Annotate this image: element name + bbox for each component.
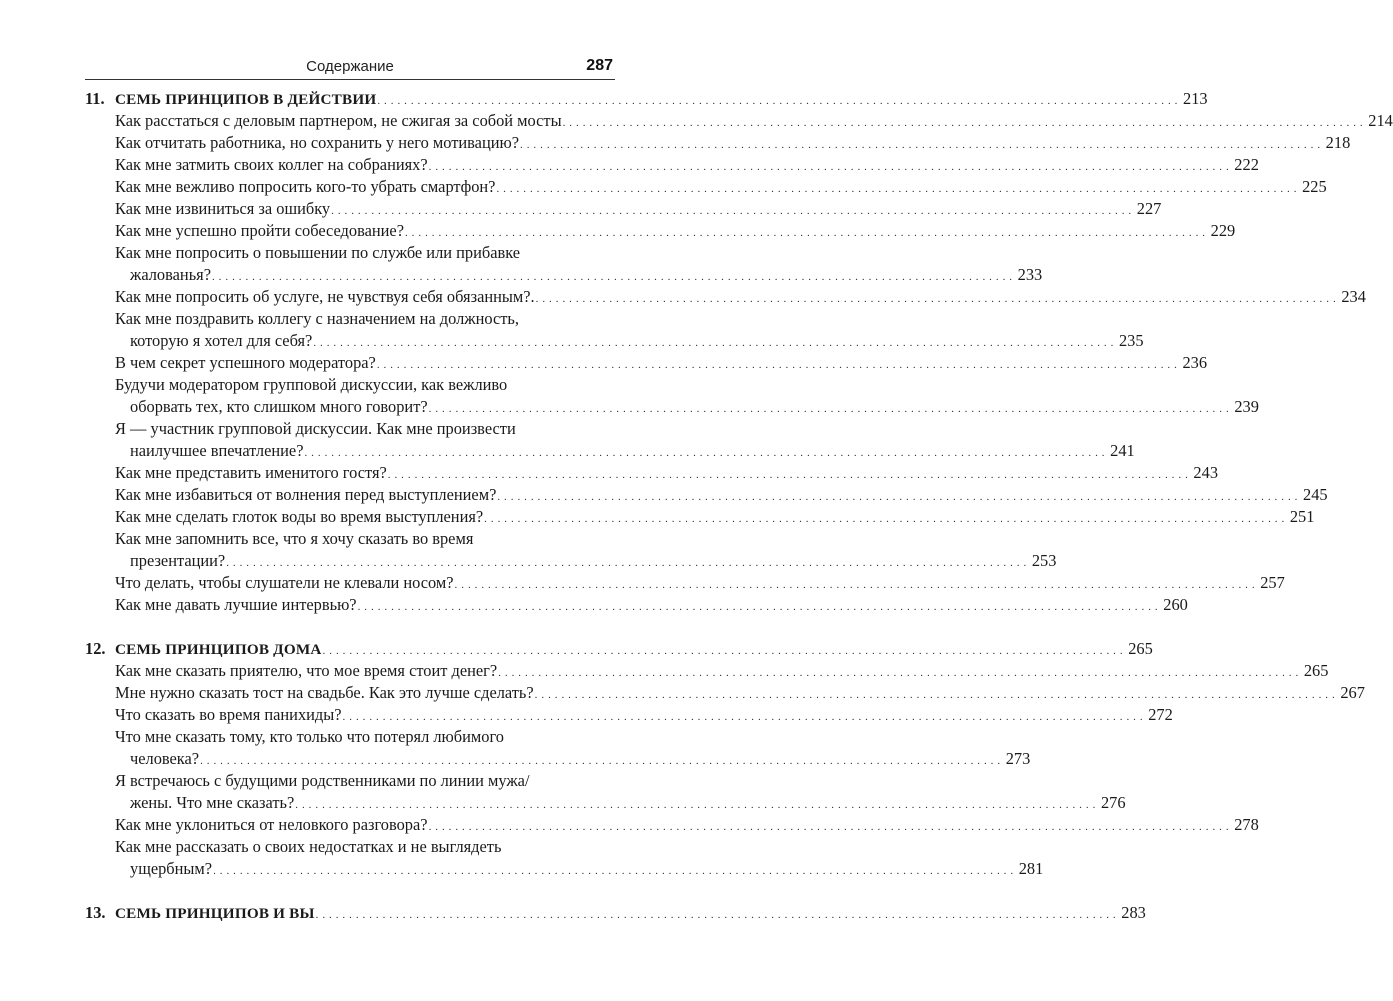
- toc-entry-line: [85, 286, 1366, 308]
- toc-entry-line: [85, 748, 1031, 770]
- toc-entry-line: [85, 660, 1329, 682]
- dot-leader: . . . . . . . . . . . . . . . . . . . . . . . . . . . . . . . . . . . . . . . . . . . . . . . . . . . . . . . . . . . . . . . . . . . . . . . . . . . . . . . . . . . . . . . . . . . . . . . . . . . . . . . . . . . . . . . . . . . . . . . .: [498, 667, 1299, 679]
- page-number: 287: [586, 57, 613, 74]
- header-rule: [85, 79, 615, 80]
- toc-entry-line: [85, 484, 1328, 506]
- running-header-title: Содержание: [306, 58, 394, 75]
- entry-page: 229: [1210, 221, 1236, 240]
- toc-entry-line: [85, 572, 1285, 594]
- entry-text: Мне нужно сказать тост на свадьбе. Как это лучше сделать?: [115, 683, 534, 702]
- entry-text: человека?: [130, 749, 200, 768]
- entry-page: 272: [1148, 705, 1173, 724]
- entry-text: Как мне сделать глоток воды во время выступления?: [115, 507, 484, 526]
- entry-page: 222: [1234, 155, 1259, 174]
- chapter-heading: [85, 88, 1208, 110]
- toc-entry-line: [85, 792, 1126, 814]
- toc-entry-line: [85, 396, 1259, 418]
- entry-page: 281: [1018, 859, 1044, 878]
- dot-leader: . . . . . . . . . . . . . . . . . . . . . . . . . . . . . . . . . . . . . . . . . . . . . . . . . . . . . . . . . . . . . . . . . . . . . . . . . . . . . . . . . . . . . . . . . . . . . . . . . . . . . . . . . . . . . . . . . . . . . . . .: [428, 403, 1230, 415]
- entry-page: 236: [1182, 353, 1208, 372]
- toc-entry-line: [85, 462, 1219, 484]
- entry-page: 267: [1340, 683, 1365, 702]
- dot-leader: . . . . . . . . . . . . . . . . . . . . . . . . . . . . . . . . . . . . . . . . . . . . . . . . . . . . . . . . . . . . . . . . . . . . . . . . . . . . . . . . . . . . . . . . . . . . . . . . . . . . . . . . . . . . . . . . . . . . . . . .: [428, 161, 1230, 173]
- entry-text: В чем секрет успешного модератора?: [115, 353, 376, 372]
- toc-entry-line: [85, 550, 1057, 572]
- entry-text: Как мне затмить своих коллег на собраниях?: [115, 155, 428, 174]
- dot-leader: . . . . . . . . . . . . . . . . . . . . . . . . . . . . . . . . . . . . . . . . . . . . . . . . . . . . . . . . . . . . . . . . . . . . . . . . . . . . . . . . . . . . . . . . . . . . . . . . . . . . . . . . . . . . . . . . . . . . . . . .: [496, 183, 1298, 195]
- toc-chapter: [85, 88, 1393, 616]
- dot-leader: . . . . . . . . . . . . . . . . . . . . . . . . . . . . . . . . . . . . . . . . . . . . . . . . . . . . . . . . . . . . . . . . . . . . . . . . . . . . . . . . . . . . . . . . . . . . . . . . . . . . . . . . . . . . . . . . . . . . . . . .: [213, 865, 1014, 877]
- toc-entry-line: [85, 110, 1393, 132]
- toc-entry-line: [85, 440, 1135, 462]
- toc-entry-line: [85, 858, 1044, 880]
- table-of-contents: [85, 88, 1393, 946]
- toc-entry-line: [85, 220, 1236, 242]
- dot-leader: . . . . . . . . . . . . . . . . . . . . . . . . . . . . . . . . . . . . . . . . . . . . . . . . . . . . . . . . . . . . . . . . . . . . . . . . . . . . . . . . . . . . . . . . . . . . . . . . . . . . . . . . . . . . . . . . . . . . . . . .: [428, 821, 1230, 833]
- toc-entry-line: [85, 374, 615, 396]
- entry-text: Как мне представить именитого гостя?: [115, 463, 387, 482]
- dot-leader: . . . . . . . . . . . . . . . . . . . . . . . . . . . . . . . . . . . . . . . . . . . . . . . . . . . . . . . . . . . . . . . . . . . . . . . . . . . . . . . . . . . . . . . . . . . . . . . . . . . . . . . . . . . . . . . . . . . . . . . .: [200, 755, 1001, 767]
- toc-entry-line: [85, 308, 615, 330]
- entry-page: 253: [1031, 551, 1057, 570]
- toc-entry-line: [85, 594, 1188, 616]
- toc-entry-line: [85, 528, 615, 550]
- entry-text: Как мне рассказать о своих недостатках и не выглядеть: [115, 837, 502, 856]
- entry-page: 233: [1017, 265, 1043, 284]
- entry-text: Что мне сказать тому, кто только что потерял любимого: [115, 727, 504, 746]
- chapter-heading: [85, 638, 1153, 660]
- toc-entry-line: [85, 352, 1208, 374]
- toc-entry-line: [85, 506, 1315, 528]
- dot-leader: . . . . . . . . . . . . . . . . . . . . . . . . . . . . . . . . . . . . . . . . . . . . . . . . . . . . . . . . . . . . . . . . . . . . . . . . . . . . . . . . . . . . . . . . . . . . . . . . . . . . . . . . . . . . . . . . . . . . . . . .: [315, 909, 1117, 921]
- entry-text: Как мне давать лучшие интервью?: [115, 595, 357, 614]
- entry-text: Что делать, чтобы слушатели не клевали носом?: [115, 573, 454, 592]
- chapter-title: СЕМЬ ПРИНЦИПОВ И ВЫ: [115, 905, 315, 922]
- chapter-page: 265: [1128, 639, 1153, 658]
- chapter-page: 283: [1121, 903, 1146, 922]
- entry-text: Я — участник групповой дискуссии. Как мне произвести: [115, 419, 516, 438]
- chapter-title: СЕМЬ ПРИНЦИПОВ В ДЕЙСТВИИ: [115, 91, 377, 108]
- dot-leader: . . . . . . . . . . . . . . . . . . . . . . . . . . . . . . . . . . . . . . . . . . . . . . . . . . . . . . . . . . . . . . . . . . . . . . . . . . . . . . . . . . . . . . . . . . . . . . . . . . . . . . . . . . . . . . . . . . . . . . . .: [404, 227, 1206, 239]
- dot-leader: . . . . . . . . . . . . . . . . . . . . . . . . . . . . . . . . . . . . . . . . . . . . . . . . . . . . . . . . . . . . . . . . . . . . . . . . . . . . . . . . . . . . . . . . . . . . . . . . . . . . . . . . . . . . . . . . . . . . . . . .: [497, 491, 1298, 503]
- entry-page: 273: [1005, 749, 1031, 768]
- toc-entry-line: [85, 418, 615, 440]
- dot-leader: . . . . . . . . . . . . . . . . . . . . . . . . . . . . . . . . . . . . . . . . . . . . . . . . . . . . . . . . . . . . . . . . . . . . . . . . . . . . . . . . . . . . . . . . . . . . . . . . . . . . . . . . . . . . . . . . . . . . . . . .: [484, 513, 1285, 525]
- dot-leader: . . . . . . . . . . . . . . . . . . . . . . . . . . . . . . . . . . . . . . . . . . . . . . . . . . . . . . . . . . . . . . . . . . . . . . . . . . . . . . . . . . . . . . . . . . . . . . . . . . . . . . . . . . . . . . . . . . . . . . . .: [535, 293, 1337, 305]
- chapter-number: 12.: [85, 639, 106, 658]
- entry-page: 251: [1289, 507, 1315, 526]
- toc-entry-line: [85, 814, 1259, 836]
- toc-entry-line: [85, 132, 1351, 154]
- entry-text: Я встречаюсь с будущими родственниками по линии мужа/: [115, 771, 530, 790]
- toc-entry-line: [85, 770, 615, 792]
- toc-entry-line: [85, 154, 1259, 176]
- toc-entry-line: [85, 198, 1162, 220]
- entry-text: Как мне попросить об услуге, не чувствуя себя обязанным?.: [115, 287, 535, 306]
- dot-leader: . . . . . . . . . . . . . . . . . . . . . . . . . . . . . . . . . . . . . . . . . . . . . . . . . . . . . . . . . . . . . . . . . . . . . . . . . . . . . . . . . . . . . . . . . . . . . . . . . . . . . . . . . . . . . . . . . . . . . . . .: [357, 601, 1159, 613]
- entry-text: оборвать тех, кто слишком много говорит?: [130, 397, 428, 416]
- entry-page: 278: [1234, 815, 1259, 834]
- chapter-number: 13.: [85, 903, 106, 922]
- chapter-title: СЕМЬ ПРИНЦИПОВ ДОМА: [115, 641, 322, 658]
- toc-chapter: [85, 638, 1365, 880]
- dot-leader: . . . . . . . . . . . . . . . . . . . . . . . . . . . . . . . . . . . . . . . . . . . . . . . . . . . . . . . . . . . . . . . . . . . . . . . . . . . . . . . . . . . . . . . . . . . . . . . . . . . . . . . . . . . . . . . . . . . . . . . .: [331, 205, 1132, 217]
- entry-text: Как мне вежливо попросить кого-то убрать смартфон?: [115, 177, 496, 196]
- toc-entry-line: [85, 264, 1043, 286]
- toc-entry-line: [85, 836, 615, 858]
- entry-page: 218: [1325, 133, 1351, 152]
- entry-text: Как мне избавиться от волнения перед выступлением?: [115, 485, 497, 504]
- entry-page: 227: [1136, 199, 1162, 218]
- entry-text: жалованья?: [130, 265, 211, 284]
- entry-text: Как мне запомнить все, что я хочу сказать во время: [115, 529, 474, 548]
- entry-page: 225: [1302, 177, 1327, 196]
- dot-leader: . . . . . . . . . . . . . . . . . . . . . . . . . . . . . . . . . . . . . . . . . . . . . . . . . . . . . . . . . . . . . . . . . . . . . . . . . . . . . . . . . . . . . . . . . . . . . . . . . . . . . . . . . . . . . . . . . . . . . . . .: [377, 95, 1178, 107]
- dot-leader: . . . . . . . . . . . . . . . . . . . . . . . . . . . . . . . . . . . . . . . . . . . . . . . . . . . . . . . . . . . . . . . . . . . . . . . . . . . . . . . . . . . . . . . . . . . . . . . . . . . . . . . . . . . . . . . . . . . . . . . .: [534, 689, 1336, 701]
- toc-entry-line: [85, 726, 615, 748]
- toc-chapter: [85, 902, 1146, 924]
- entry-page: 245: [1303, 485, 1328, 504]
- dot-leader: . . . . . . . . . . . . . . . . . . . . . . . . . . . . . . . . . . . . . . . . . . . . . . . . . . . . . . . . . . . . . . . . . . . . . . . . . . . . . . . . . . . . . . . . . . . . . . . . . . . . . . . . . . . . . . . . . . . . . . . .: [304, 447, 1106, 459]
- chapter-number: 11.: [85, 89, 105, 108]
- toc-entry-line: [85, 176, 1327, 198]
- entry-text: Как мне успешно пройти собеседование?: [115, 221, 404, 240]
- dot-leader: . . . . . . . . . . . . . . . . . . . . . . . . . . . . . . . . . . . . . . . . . . . . . . . . . . . . . . . . . . . . . . . . . . . . . . . . . . . . . . . . . . . . . . . . . . . . . . . . . . . . . . . . . . . . . . . . . . . . . . . .: [562, 117, 1364, 129]
- entry-page: 214: [1368, 111, 1393, 130]
- toc-entry-line: [85, 704, 1173, 726]
- toc-entry-line: [85, 682, 1365, 704]
- entry-text: Как мне попросить о повышении по службе или прибавке: [115, 243, 521, 262]
- entry-text: которую я хотел для себя?: [130, 331, 313, 350]
- entry-page: 234: [1341, 287, 1366, 306]
- entry-page: 235: [1118, 331, 1144, 350]
- entry-text: жены. Что мне сказать?: [130, 793, 295, 812]
- entry-text: ущербным?: [130, 859, 213, 878]
- entry-page: 243: [1193, 463, 1219, 482]
- entry-text: Как мне извиниться за ошибку: [115, 199, 331, 218]
- dot-leader: . . . . . . . . . . . . . . . . . . . . . . . . . . . . . . . . . . . . . . . . . . . . . . . . . . . . . . . . . . . . . . . . . . . . . . . . . . . . . . . . . . . . . . . . . . . . . . . . . . . . . . . . . . . . . . . . . . . . . . . .: [322, 645, 1124, 657]
- dot-leader: . . . . . . . . . . . . . . . . . . . . . . . . . . . . . . . . . . . . . . . . . . . . . . . . . . . . . . . . . . . . . . . . . . . . . . . . . . . . . . . . . . . . . . . . . . . . . . . . . . . . . . . . . . . . . . . . . . . . . . . .: [387, 469, 1189, 481]
- entry-page: 260: [1163, 595, 1188, 614]
- dot-leader: . . . . . . . . . . . . . . . . . . . . . . . . . . . . . . . . . . . . . . . . . . . . . . . . . . . . . . . . . . . . . . . . . . . . . . . . . . . . . . . . . . . . . . . . . . . . . . . . . . . . . . . . . . . . . . . . . . . . . . . .: [226, 557, 1027, 569]
- dot-leader: . . . . . . . . . . . . . . . . . . . . . . . . . . . . . . . . . . . . . . . . . . . . . . . . . . . . . . . . . . . . . . . . . . . . . . . . . . . . . . . . . . . . . . . . . . . . . . . . . . . . . . . . . . . . . . . . . . . . . . . .: [520, 139, 1321, 151]
- entry-page: 276: [1100, 793, 1126, 812]
- running-header: [85, 58, 615, 78]
- entry-text: Как мне поздравить коллегу с назначением на должность,: [115, 309, 519, 328]
- entry-page: 241: [1110, 441, 1135, 460]
- entry-page: 239: [1234, 397, 1259, 416]
- entry-text: Как мне уклониться от неловкого разговора?: [115, 815, 428, 834]
- toc-entry-line: [85, 330, 1144, 352]
- entry-text: Как отчитать работника, но сохранить у него мотивацию?: [115, 133, 520, 152]
- entry-text: презентации?: [130, 551, 226, 570]
- chapter-heading: [85, 902, 1146, 924]
- entry-text: Будучи модератором групповой дискуссии, как вежливо: [115, 375, 508, 394]
- entry-page: 257: [1260, 573, 1285, 592]
- dot-leader: . . . . . . . . . . . . . . . . . . . . . . . . . . . . . . . . . . . . . . . . . . . . . . . . . . . . . . . . . . . . . . . . . . . . . . . . . . . . . . . . . . . . . . . . . . . . . . . . . . . . . . . . . . . . . . . . . . . . . . . .: [313, 337, 1114, 349]
- entry-page: 265: [1303, 661, 1329, 680]
- chapter-page: 213: [1183, 89, 1208, 108]
- dot-leader: . . . . . . . . . . . . . . . . . . . . . . . . . . . . . . . . . . . . . . . . . . . . . . . . . . . . . . . . . . . . . . . . . . . . . . . . . . . . . . . . . . . . . . . . . . . . . . . . . . . . . . . . . . . . . . . . . . . . . . . .: [376, 359, 1178, 371]
- dot-leader: . . . . . . . . . . . . . . . . . . . . . . . . . . . . . . . . . . . . . . . . . . . . . . . . . . . . . . . . . . . . . . . . . . . . . . . . . . . . . . . . . . . . . . . . . . . . . . . . . . . . . . . . . . . . . . . . . . . . . . . .: [454, 579, 1256, 591]
- dot-leader: . . . . . . . . . . . . . . . . . . . . . . . . . . . . . . . . . . . . . . . . . . . . . . . . . . . . . . . . . . . . . . . . . . . . . . . . . . . . . . . . . . . . . . . . . . . . . . . . . . . . . . . . . . . . . . . . . . . . . . . .: [342, 711, 1144, 723]
- entry-text: Что сказать во время панихиды?: [115, 705, 342, 724]
- dot-leader: . . . . . . . . . . . . . . . . . . . . . . . . . . . . . . . . . . . . . . . . . . . . . . . . . . . . . . . . . . . . . . . . . . . . . . . . . . . . . . . . . . . . . . . . . . . . . . . . . . . . . . . . . . . . . . . . . . . . . . . .: [211, 271, 1013, 283]
- entry-text: наилучшее впечатление?: [130, 441, 304, 460]
- dot-leader: . . . . . . . . . . . . . . . . . . . . . . . . . . . . . . . . . . . . . . . . . . . . . . . . . . . . . . . . . . . . . . . . . . . . . . . . . . . . . . . . . . . . . . . . . . . . . . . . . . . . . . . . . . . . . . . . . . . . . . . .: [295, 799, 1096, 811]
- entry-text: Как расстаться с деловым партнером, не сжигая за собой мосты: [115, 111, 562, 130]
- entry-text: Как мне сказать приятелю, что мое время стоит денег?: [115, 661, 498, 680]
- toc-entry-line: [85, 242, 615, 264]
